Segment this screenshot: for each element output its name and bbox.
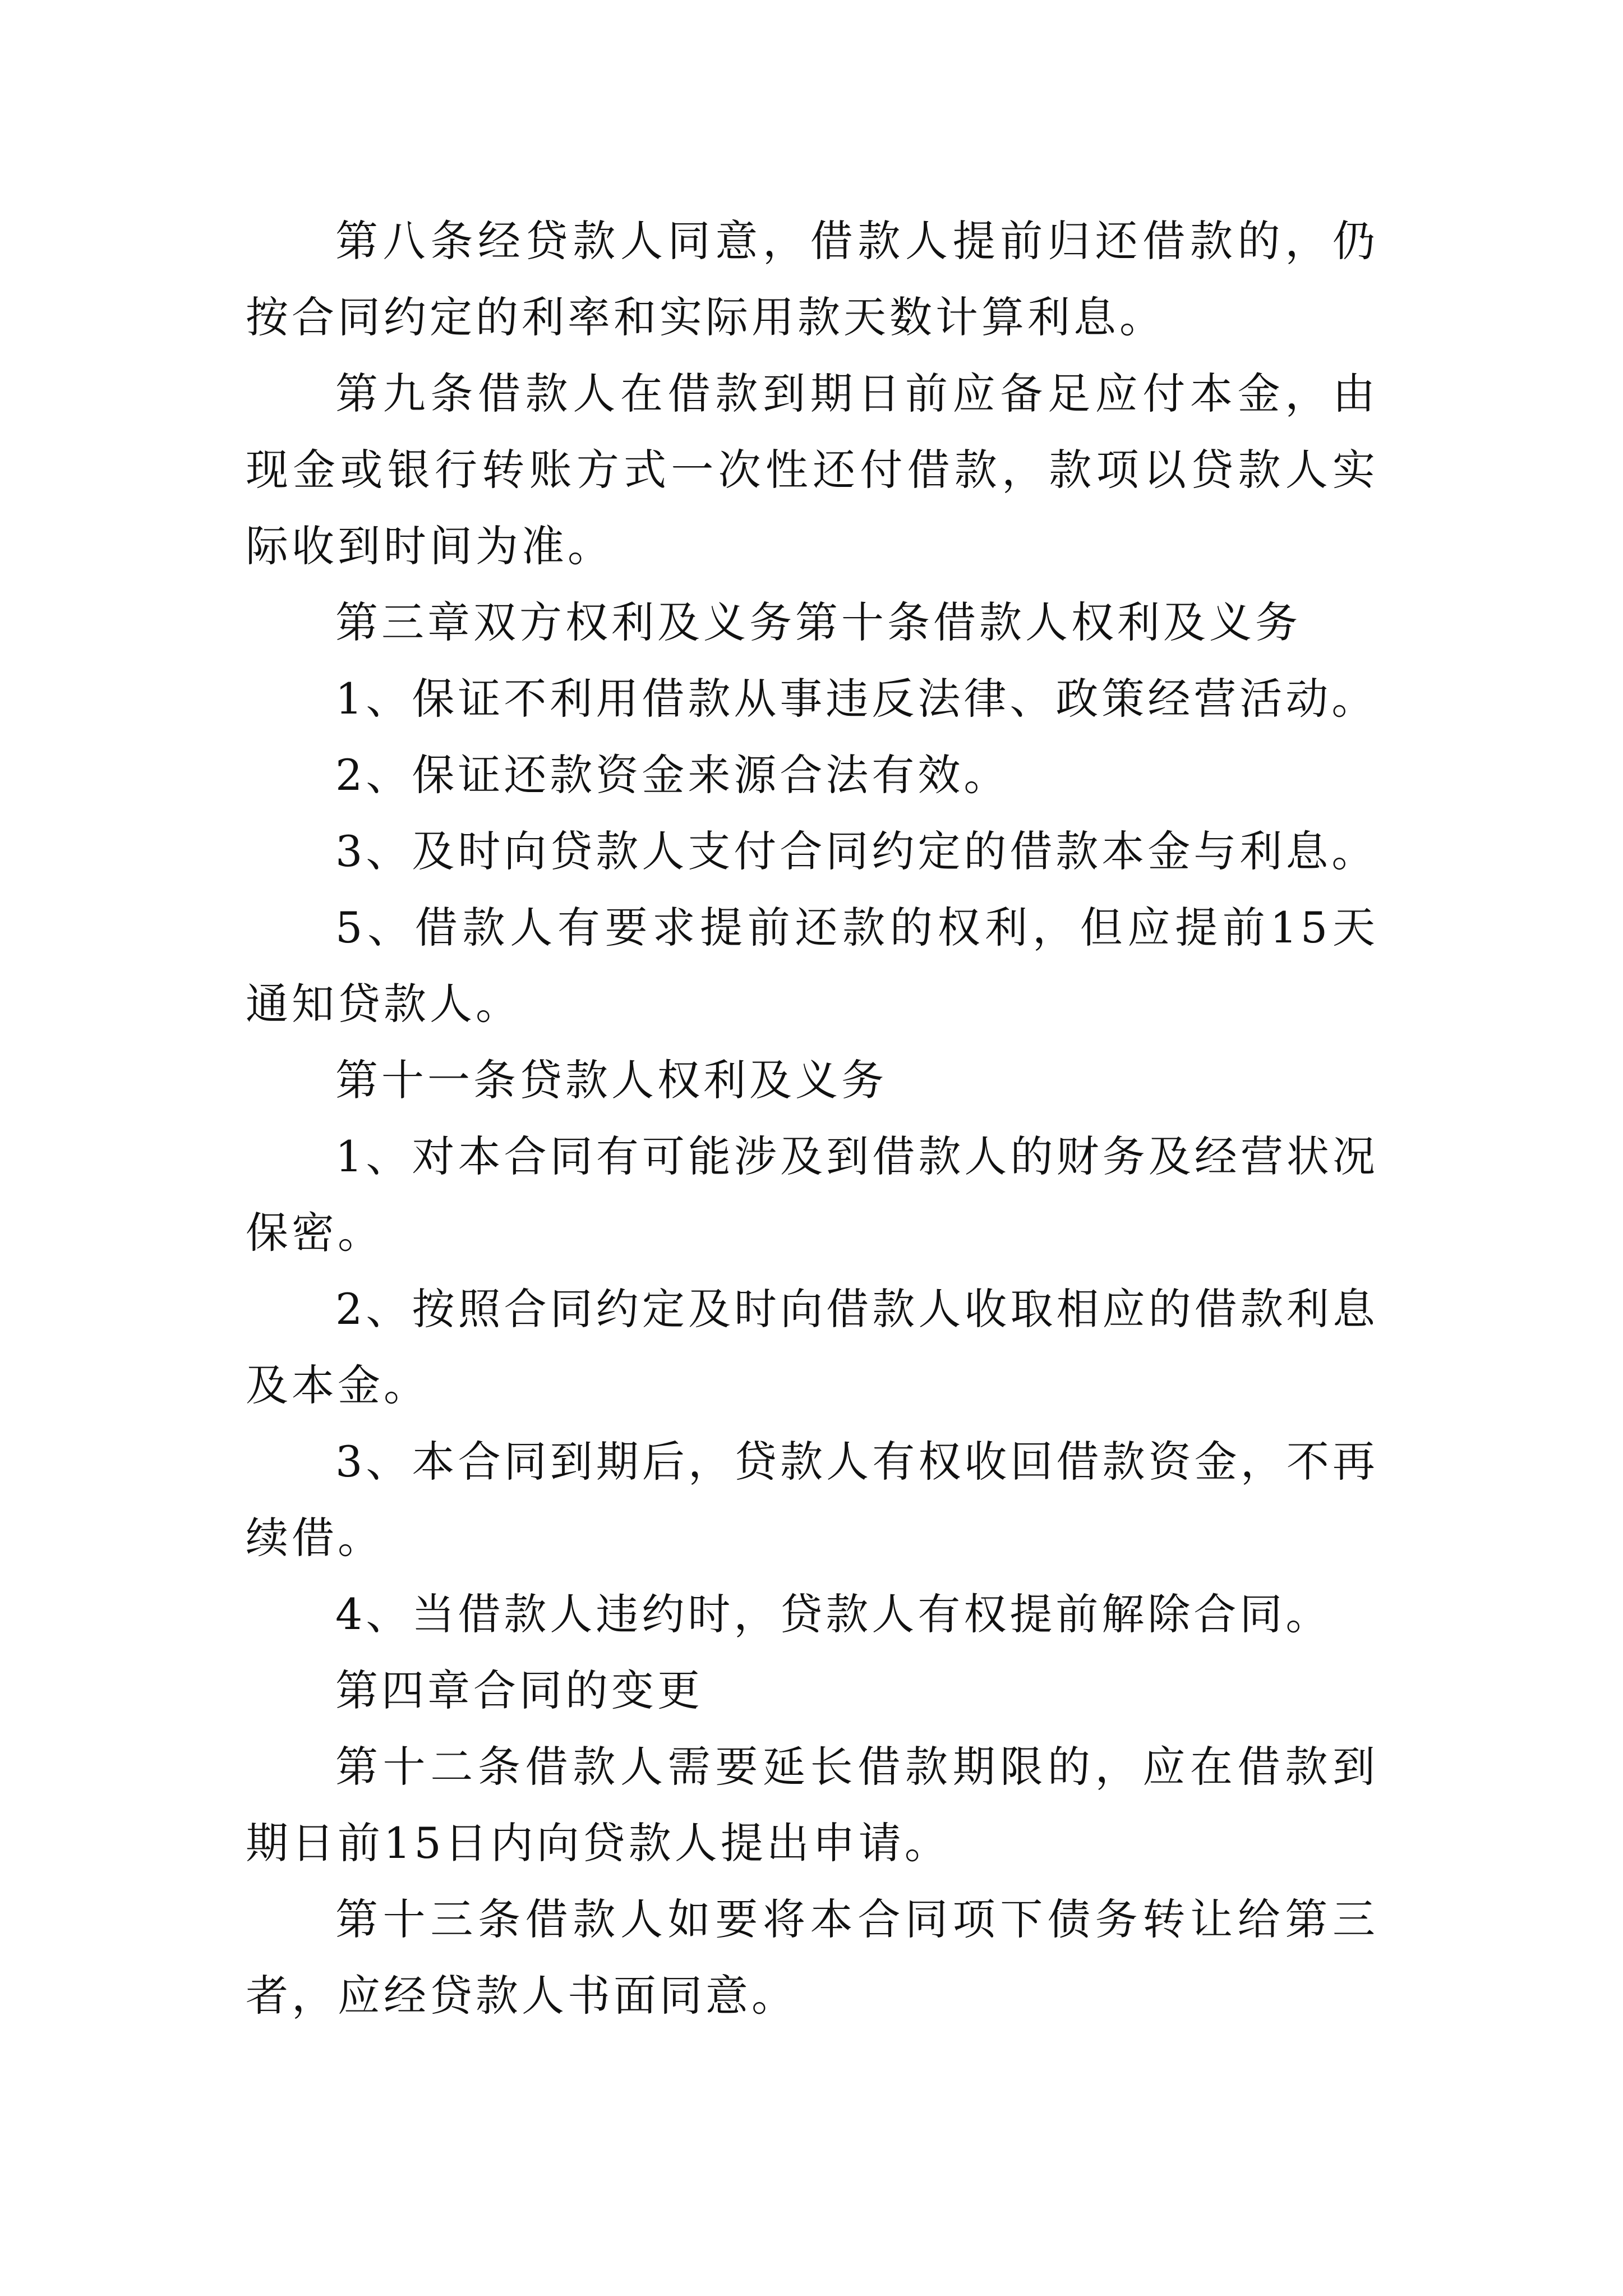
paragraph-lender-item-1: 1、对本合同有可能涉及到借款人的财务及经营状况保密。	[246, 1131, 1378, 1258]
paragraph-borrower-item-1: 1、保证不利用借款从事违反法律、政策经营活动。	[335, 674, 1378, 724]
paragraph-article-13: 第十三条借款人如要将本合同项下债务转让给第三者，应经贷款人书面同意。	[246, 1894, 1378, 2021]
paragraph-article-11-heading: 第十一条贷款人权利及义务	[335, 1055, 887, 1105]
paragraph-lender-item-2: 2、按照合同约定及时向借款人收取相应的借款利息及本金。	[246, 1284, 1378, 1410]
document-body	[246, 203, 1378, 2034]
paragraph-chapter-4-heading: 第四章合同的变更	[335, 1665, 703, 1715]
paragraph-lender-item-4: 4、当借款人违约时，贷款人有权提前解除合同。	[335, 1589, 1332, 1639]
paragraph-borrower-item-5: 5、借款人有要求提前还款的权利，但应提前15天通知贷款人。	[246, 903, 1378, 1029]
paragraph-borrower-item-3: 3、及时向贷款人支付合同约定的借款本金与利息。	[335, 826, 1378, 876]
paragraph-article-8: 第八条经贷款人同意，借款人提前归还借款的，仍按合同约定的利率和实际用款天数计算利息。	[246, 216, 1378, 342]
paragraph-lender-item-3: 3、本合同到期后，贷款人有权收回借款资金，不再续借。	[246, 1437, 1378, 1563]
paragraph-chapter-3-heading: 第三章双方权利及义务第十条借款人权利及义务	[335, 597, 1301, 647]
paragraph-borrower-item-2: 2、保证还款资金来源合法有效。	[335, 750, 1010, 800]
paragraph-article-12: 第十二条借款人需要延长借款期限的，应在借款到期日前15日内向贷款人提出申请。	[246, 1742, 1378, 1868]
paragraph-article-9: 第九条借款人在借款到期日前应备足应付本金，由现金或银行转账方式一次性还付借款，款项以贷款人实际收到时间为准。	[246, 369, 1378, 571]
